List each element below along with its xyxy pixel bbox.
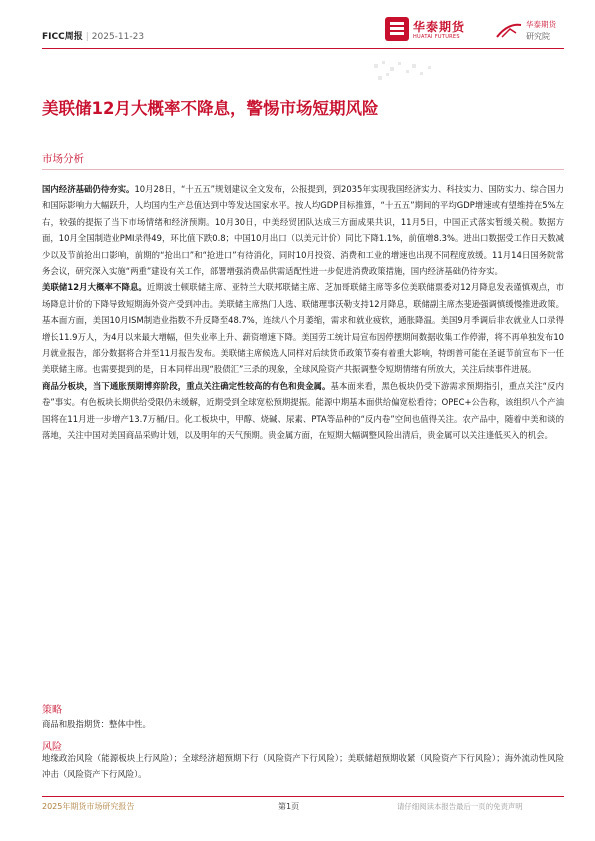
page-header xyxy=(0,0,595,50)
paragraph-lead: 商品分板块，当下通胀预期博弈阶段，重点关注确定性较高的有色和贵金属。 xyxy=(42,380,331,391)
report-date: 2025-11-23 xyxy=(91,32,145,42)
paragraph-domestic-economy xyxy=(42,181,564,279)
huatai-logo-icon xyxy=(385,17,409,41)
footer-report-name: 2025年期货市场研究报告 xyxy=(42,802,135,811)
paragraph-lead: 美联储12月大概率不降息。 xyxy=(42,282,147,293)
paragraph-text: 近期波士顿联储主席、亚特兰大联邦联储主席、芝加哥联储主席等多位美联储票委对12月降息发表谨慎观点，市场降息计价的下降导致短期海外资产受到冲击。美联储主席热门人选、联储理事沃勒支持12月降息，联储副主席杰斐逊强调慎缓慢推进政策。基本面方面，美国10月ISM制造业指数不升反降至48.7%，连续八个月萎缩，需求和就业疲软，通胀降温。美国9月季调后非农就业人口录得增长11.9万人，为4月以来最大增幅，但失业率上升、薪资增速下降。美国劳工统计局宣布因停摆期间数据收集工作停滞，将不再单独发布10月就业报告，部分数据将合并至11月报告发布。美联储主席候选人同样对后续货币政策节奏有着重大影响，特朗普可能在圣诞节前宣布下一任美联储主席。也需要提到的是，日本同样出现“股债汇”三杀的现象，全球风险资产共振调整令短期情绪有所放大，关注后续事件进展。 xyxy=(42,282,565,375)
risk-heading: 风险 xyxy=(42,742,62,753)
paragraph-commodities xyxy=(42,378,564,444)
analysis-body xyxy=(42,181,564,444)
strategy-text: 商品和股指期货：整体中性。 xyxy=(42,719,151,729)
research-institute-logo xyxy=(496,17,566,47)
logo1-name: 华泰期货 xyxy=(413,20,466,34)
logo2-line1: 华泰期货 xyxy=(526,20,556,29)
report-title: 美联储12月大概率不降息，警惕市场短期风险 xyxy=(42,99,379,118)
logo2-line2: 研究院 xyxy=(526,32,550,41)
section-heading: 市场分析 xyxy=(42,153,84,165)
logo1-english: HUATAI FUTURES xyxy=(413,34,460,40)
paragraph-fed-policy xyxy=(42,279,564,377)
risk-text: 地缘政治风险（能源板块上行风险）；全球经济超预期下行（风险资产下行风险）；美联储超预期收紧（风险资产下行风险）；海外流动性风险冲击（风险资产下行风险）。 xyxy=(42,753,564,780)
paragraph-text: 10月28日，“十五五”规划建议全文发布，公报提到，到2035年实现我国经济实力、科技实力、国防实力、综合国力和国际影响力大幅跃升，人均国内生产总值达到中等发达国家水平。按人均GDP目标推算，“十五五”期间的平均GDP增速或有望维持在5%左右，较强的提振了当下市场情绪和经济预期。10月30日，中美经贸团队达成三方面成果共识，11月5日，中国正式落实暂缓关税。数据方面，10月全国制造业PMI录得49，环比值下跌0.8；中国10月出口（以美元计价）同比下降1.1%，前值增8.3%。进出口数据受工作日天数减少以及节前抢出口影响，前期的“抢出口”和“抢进口”有待消化，同时10月投资、消费和工业的增速也出现不同程度放缓。11月14日国务院常务会议，研究深入实施“两重”建设有关工作，部署增强消费品供需适配性进一步促进消费政策措施，国内经济基础仍待夯实。 xyxy=(42,184,564,277)
disclaimer-notice: 请仔细阅读本报告最后一页的免责声明 xyxy=(397,802,523,811)
section-rule xyxy=(42,169,564,170)
report-tag-line xyxy=(42,29,144,42)
header-rule xyxy=(42,48,564,49)
research-logo-icon xyxy=(496,21,522,39)
footer-rule xyxy=(42,796,564,797)
huatai-futures-logo xyxy=(385,17,485,47)
paragraph-text: 基本面来看，黑色板块仍受下游需求预期指引，重点关注“反内卷”事实。有色板块长期供给受限仍未缓解，近期受到全球宽松预期提振。能源中期基本面供给偏宽松看待；OPEC+公告称，该组织八个产油国将在11月进一步增产13.7万桶/日。化工板块中，甲醇、烧碱、尿素、PTA等品种的“反内卷”空间也值得关注。农产品中，随着中美和谈的落地，关注中国对美国商品采购计划，以及明年的天气预期。贵金属方面，在短期大幅调整风险出清后，贵金属可以关注逢低买入的机会。 xyxy=(42,380,564,441)
watermark-pattern xyxy=(368,58,438,84)
report-tag: FICC周报 xyxy=(42,32,83,42)
strategy-heading: 策略 xyxy=(42,705,62,716)
header-separator: | xyxy=(85,32,89,42)
page-number: 第1页 xyxy=(278,802,300,811)
paragraph-lead: 国内经济基础仍待夯实。 xyxy=(42,184,135,194)
